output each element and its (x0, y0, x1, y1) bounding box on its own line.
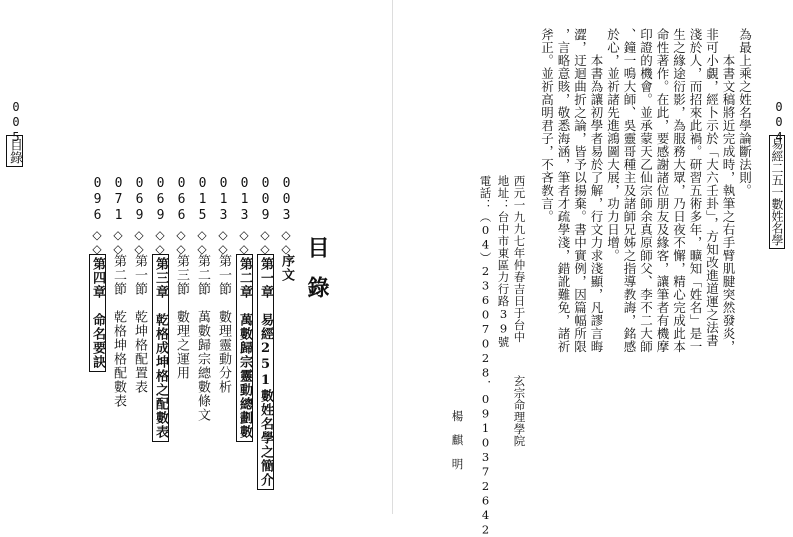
diamond-marker-icon: ◇◇ (279, 228, 293, 256)
toc-label: 序文 (279, 254, 294, 282)
signature-school: 玄宗命理學院 (512, 375, 527, 447)
preface-line: ，言略意賅，敬悉海涵，筆者才疏學淺，錯訛難免，諸祈 (556, 28, 571, 353)
diamond-marker-icon: ◇◇ (216, 228, 230, 256)
signature-address: 地址：台中市東區力行路39號 (496, 175, 511, 348)
diamond-marker-icon: ◇◇ (111, 228, 125, 256)
toc-page-number: 013 (216, 176, 231, 224)
preface-line: 印證的機會。並承蒙天乙仙宗師余真原師父、李不二大師 (638, 28, 654, 353)
preface-line: 非可小覷，經卜示於「大六壬卦」，方知改進道運之法書 (704, 28, 720, 347)
diamond-marker-icon: ◇◇ (153, 228, 167, 256)
right-page (393, 0, 793, 537)
preface-line: 斧正。並祈高明君子，不吝教言。 (539, 28, 555, 223)
preface-line: 澀，迂迴曲折之論，皆予以揚棄。書中實例，因篇幅所限 (572, 28, 588, 353)
toc-page-number: 009 (258, 176, 273, 224)
toc-page-number: 096 (90, 176, 105, 224)
toc-label: 第一節 乾坤格配置表 (132, 254, 147, 394)
toc-page-number: 069 (132, 176, 147, 224)
page-number-left: 005 (9, 100, 23, 145)
diamond-marker-icon: ◇◇ (237, 228, 251, 256)
running-head-left: 目錄 (6, 135, 23, 167)
running-head-right: 易經二五一數姓名學 (769, 135, 785, 249)
diamond-marker-icon: ◇◇ (195, 228, 209, 256)
signature-date: 西元一九九七年仲春吉日于台中 (512, 175, 527, 343)
diamond-marker-icon: ◇◇ (258, 228, 272, 256)
toc-label: 第一節 數理靈動分析 (216, 254, 231, 394)
diamond-marker-icon: ◇◇ (90, 228, 104, 256)
left-page (0, 0, 393, 514)
signature-phone: 電話：（04）23607028．0910372642 (478, 175, 493, 537)
toc-page-number: 069 (153, 176, 168, 224)
toc-label: 第二章 萬數歸宗靈動總劃數 (236, 254, 253, 442)
preface-line: 命性著作。在此，要感謝諸位朋友及緣客，讓筆者有機摩 (655, 28, 670, 353)
toc-label: 第二節 乾格坤格配數表 (111, 254, 126, 408)
preface-line: 於心，並祈諸先進鴻圖大展，功力日增。 (605, 28, 621, 262)
toc-page-number: 013 (237, 176, 252, 224)
toc-title: 目錄 (304, 236, 330, 316)
signature-author: 楊 麒 明 (450, 410, 465, 470)
toc-page-number: 015 (195, 176, 210, 224)
toc-label: 第三章 乾格成坤格之配數表 (152, 254, 169, 442)
preface-line: 、鐘一鳴大師、吳靈哥種主及諸師兄姊之指導教誨，銘感 (622, 28, 637, 353)
preface-line: 本書為讓初學者易於了解，行文力求淺顯，凡謬言晦 (589, 28, 604, 353)
toc-label: 第一章 易經251數姓名學之簡介 (257, 254, 274, 490)
toc-label: 第二節 萬數歸宗總數條文 (195, 254, 210, 422)
toc-page-number: 071 (111, 176, 126, 224)
toc-page-number: 066 (174, 176, 189, 224)
preface-line: 淺於人，而招來此禍。研習五術多年，曠知「姓名」是一 (688, 28, 703, 353)
toc-label: 第四章 命名要訣 (89, 254, 106, 372)
preface-line: 為最上乘之姓名學論斷法則。 (737, 28, 753, 197)
preface-line: 生之緣途衍影，為服務大眾，乃日夜不懈，精心完成此本 (671, 28, 687, 353)
toc-page-number: 003 (279, 176, 294, 224)
page-number-right: 004 (772, 100, 786, 145)
diamond-marker-icon: ◇◇ (132, 228, 146, 256)
preface-line: 本書文稿將近完成時，執筆之右手臂肌腱突然發炎， (721, 28, 736, 353)
diamond-marker-icon: ◇◇ (174, 228, 188, 256)
toc-label: 第三節 數理之運用 (174, 254, 189, 380)
